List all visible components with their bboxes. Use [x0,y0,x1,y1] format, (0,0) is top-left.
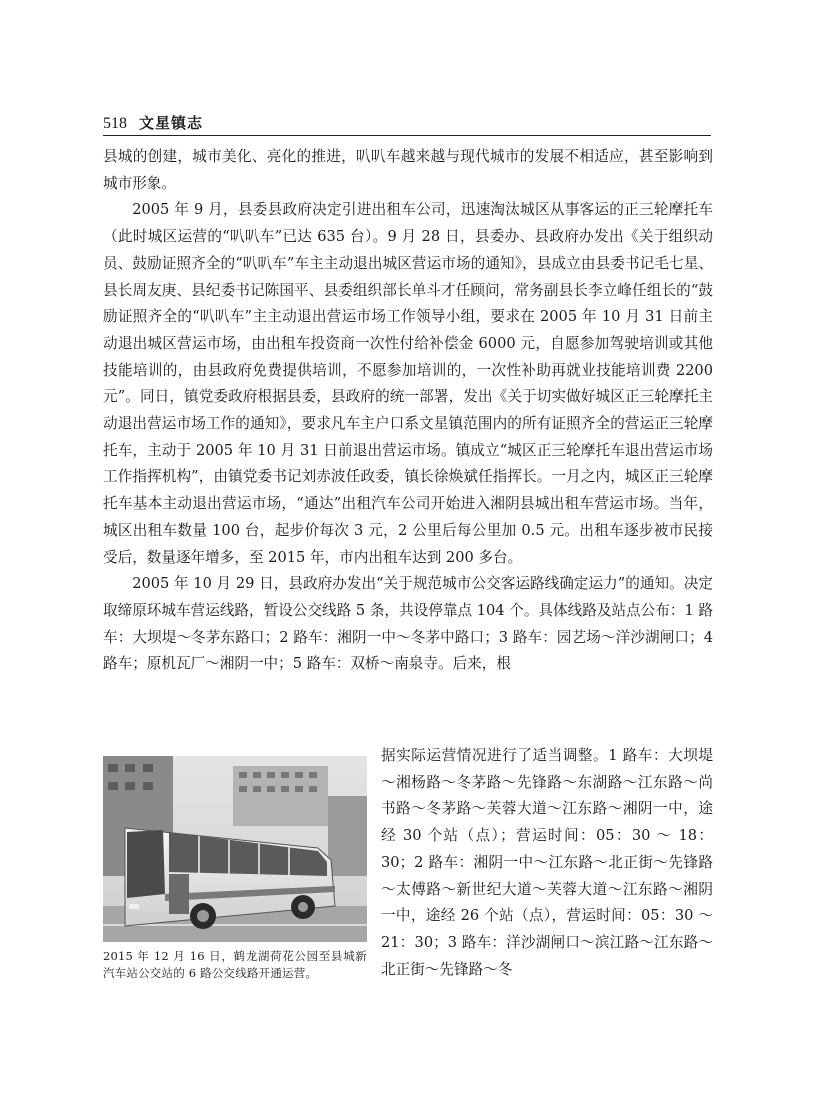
bus-photo-image [103,756,367,942]
book-title: 文星镇志 [139,114,204,132]
page-header [103,113,711,136]
paragraph-bus-routes: 2005 年 10 月 29 日，县政府办发出“关于规范城市公交客运路线确定运力”的通知。决定取缔原环城车营运线路，暂设公交线路 5 条，共设停靠点 104 个。具体线路及站点公布：1 路车：大坝堤～冬茅东路口；2 路车：湘阴一中～冬茅中路口；3 路车：园艺场～洋沙湖闸口；4 路车；原机瓦厂～湘阴一中；5 路车：双桥～南泉寺。后来，根 [103,575,713,673]
page-number: 518 [103,115,127,132]
bus-photo [103,756,367,942]
main-text [103,144,713,678]
wrapped-text: 据实际运营情况进行了适当调整。1 路车：大坝堤～湘杨路～冬茅路～先锋路～东湖路～江东路～尚书路～冬茅路～芙蓉大道～江东路～湘阴一中，途经 30 个站（点）；营运时间：05：30 ～ 18：30；2 路车：湘阴一中～江东路～北正街～先锋路～太傅路～新世纪大道～芙蓉大道～江东路～湘阴一中，途经 26 个站（点），营运时间：05：30 ～ 21：30；3 路车：洋沙湖闸口～滨江路～江东路～北正街～先锋路～冬 [381,747,713,978]
photo-caption: 2015 年 12 月 16 日，鹤龙湖荷花公园至县城新汽车站公交站的 6 路公交线路开通运营。 [103,949,367,980]
figure [103,756,367,982]
paragraph-continuation: 县城的创建，城市美化、亮化的推进，叭叭车越来越与现代城市的发展不相适应，甚至影响到城市形象。 [103,148,713,192]
paragraph-taxi: 2005 年 9 月，县委县政府决定引进出租车公司，迅速淘汰城区从事客运的正三轮摩托车（此时城区运营的“叭叭车”已达 635 台）。9 月 28 日，县委办、县政府办发出《关于组织动员、鼓励证照齐全的“叭叭车”车主主动退出城区营运市场的通知》，县成立由县委书记毛七星、县长周友庚、县纪委书记陈国平、县委组织部长单斗才任顾问，常务副县长李立峰任组长的“鼓励证照齐全的“叭叭车”主主动退出营运市场工作领导小组，要求在 2005 年 10 月 31 日前主动退出城区营运市场，由出租车投资商一次性付给补偿金 6000 元，自愿参加驾驶培训或其他技能培训的，由县政府免费提供培训，不愿参加培训的，一次性补助再就业技能培训费 2200 元”。同日，镇党委政府根据县委，县政府的统一部署，发出《关于切实做好城区正三轮摩托主动退出营运市场工作的通知》，要求凡车主户口系文星镇范围内的所有证照齐全的营运正三轮摩托车，主动于 2005 年 10 月 31 日前退出营运市场。镇成立“城区正三轮摩托车退出营运市场工作指挥机构”，由镇党委书记刘赤波任政委，镇长徐焕斌任指挥长。一月之内，城区正三轮摩托车基本主动退出营运市场，“通达”出租汽车公司开始进入湘阴县城出租车营运市场。当年，城区出租车数量 100 台，起步价每次 3 元，2 公里后每公里加 0.5 元。出租车逐步被市民接受后，数量逐年增多，至 2015 年，市内出租车达到 200 多台。 [103,201,713,566]
